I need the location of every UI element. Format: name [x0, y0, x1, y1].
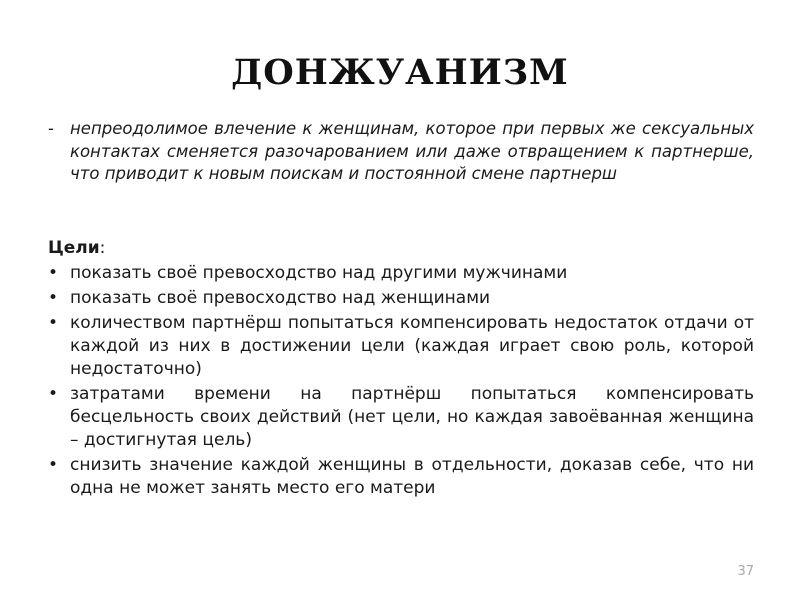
definition-text: непреодолимое влечение к женщинам, которое при первых же сексуальных контактах сменяется разочарованием или даже отвращением к партнерше, что приводит к новым поискам и постоянной смене партнерш — [70, 119, 754, 183]
goal-item — [48, 383, 754, 452]
goal-item-text: затратами времени на партнёрш попытаться компенсировать бесцельность своих действий (нет цели, но каждая завоёванная женщина – достигнутая цель) — [70, 384, 754, 450]
definition-dash: - — [48, 119, 54, 138]
goal-item — [48, 262, 754, 285]
goals-heading-label: Цели — [48, 238, 100, 258]
goal-item — [48, 312, 754, 381]
bullet-icon: • — [48, 263, 59, 283]
definition — [48, 118, 754, 186]
goal-item-text: количеством партнёрш попытаться компенсировать недостаток отдачи от каждой из них в достижении цели (каждая играет свою роль, которой недостаточно) — [70, 313, 754, 379]
bullet-icon: • — [48, 313, 59, 333]
goals-list — [48, 262, 754, 502]
bullet-icon: • — [48, 384, 59, 404]
goal-item-text: показать своё превосходство над другими мужчинами — [70, 263, 568, 283]
goal-item — [48, 454, 754, 500]
bullet-icon: • — [48, 288, 59, 308]
goals-heading-colon: : — [99, 238, 106, 258]
goals-heading — [48, 236, 105, 260]
goal-item — [48, 287, 754, 310]
goal-item-text: снизить значение каждой женщины в отдельности, доказав себе, что ни одна не может занять место его матери — [70, 455, 754, 498]
page-number: 37 — [737, 564, 754, 579]
goal-item-text: показать своё превосходство над женщинами — [70, 288, 491, 308]
bullet-icon: • — [48, 455, 59, 475]
slide-title: ДОНЖУАНИЗМ — [231, 52, 569, 93]
